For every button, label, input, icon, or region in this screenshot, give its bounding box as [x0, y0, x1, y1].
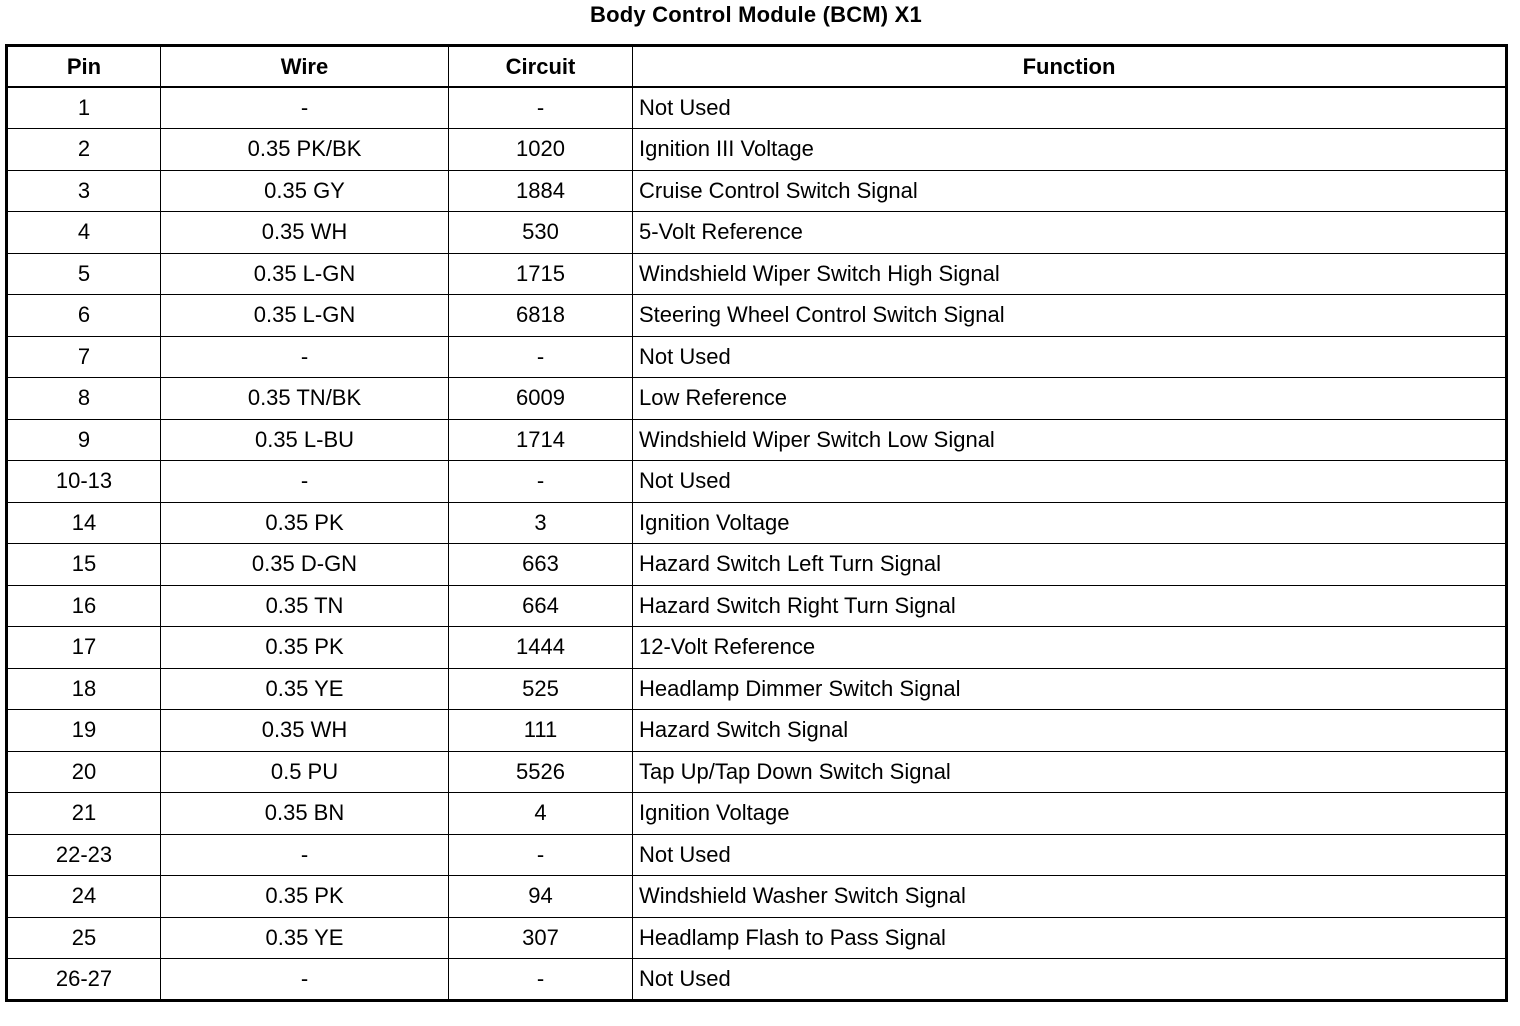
circuit-cell: 530: [449, 212, 633, 254]
function-cell: Hazard Switch Right Turn Signal: [633, 585, 1507, 627]
function-cell: Windshield Wiper Switch Low Signal: [633, 419, 1507, 461]
pin-cell: 26-27: [7, 959, 161, 1001]
wire-cell: 0.35 GY: [161, 170, 449, 212]
pin-cell: 21: [7, 793, 161, 835]
circuit-cell: 307: [449, 917, 633, 959]
document-title: Body Control Module (BCM) X1: [590, 2, 922, 27]
pin-cell: 20: [7, 751, 161, 793]
wire-cell: -: [161, 87, 449, 129]
column-header-circuit: Circuit: [449, 46, 633, 88]
function-cell: Not Used: [633, 336, 1507, 378]
wire-cell: 0.35 PK: [161, 627, 449, 669]
pin-cell: 5: [7, 253, 161, 295]
pin-cell: 10-13: [7, 461, 161, 503]
table-row: [7, 751, 1507, 793]
function-cell: Windshield Wiper Switch High Signal: [633, 253, 1507, 295]
pin-cell: 22-23: [7, 834, 161, 876]
circuit-cell: 664: [449, 585, 633, 627]
table-header: [7, 46, 1507, 88]
table-row: [7, 585, 1507, 627]
pin-cell: 16: [7, 585, 161, 627]
function-cell: 12-Volt Reference: [633, 627, 1507, 669]
pin-cell: 9: [7, 419, 161, 461]
table-row: [7, 834, 1507, 876]
wire-cell: 0.35 L-BU: [161, 419, 449, 461]
wire-cell: -: [161, 834, 449, 876]
wire-cell: 0.35 TN: [161, 585, 449, 627]
function-cell: Not Used: [633, 461, 1507, 503]
table-row: [7, 917, 1507, 959]
pin-cell: 14: [7, 502, 161, 544]
function-cell: Not Used: [633, 959, 1507, 1001]
circuit-cell: 94: [449, 876, 633, 918]
pin-cell: 8: [7, 378, 161, 420]
function-cell: Steering Wheel Control Switch Signal: [633, 295, 1507, 337]
function-cell: Windshield Washer Switch Signal: [633, 876, 1507, 918]
table-row: [7, 710, 1507, 752]
table-row: [7, 378, 1507, 420]
table-row: [7, 129, 1507, 171]
wire-cell: 0.35 WH: [161, 212, 449, 254]
wire-cell: 0.5 PU: [161, 751, 449, 793]
wire-cell: -: [161, 959, 449, 1001]
function-cell: Low Reference: [633, 378, 1507, 420]
pin-cell: 18: [7, 668, 161, 710]
wire-cell: 0.35 TN/BK: [161, 378, 449, 420]
circuit-cell: 1020: [449, 129, 633, 171]
pin-cell: 3: [7, 170, 161, 212]
circuit-cell: 525: [449, 668, 633, 710]
wire-cell: -: [161, 461, 449, 503]
pin-cell: 2: [7, 129, 161, 171]
wire-cell: 0.35 PK: [161, 876, 449, 918]
circuit-cell: 3: [449, 502, 633, 544]
pin-cell: 7: [7, 336, 161, 378]
column-header-function: Function: [633, 46, 1507, 88]
pin-cell: 19: [7, 710, 161, 752]
wire-cell: 0.35 L-GN: [161, 253, 449, 295]
wire-cell: -: [161, 336, 449, 378]
wire-cell: 0.35 PK: [161, 502, 449, 544]
pin-cell: 4: [7, 212, 161, 254]
function-cell: Hazard Switch Signal: [633, 710, 1507, 752]
header-row: [7, 46, 1507, 88]
function-cell: Not Used: [633, 87, 1507, 129]
wire-cell: 0.35 YE: [161, 668, 449, 710]
column-header-wire: Wire: [161, 46, 449, 88]
table-row: [7, 87, 1507, 129]
table-row: [7, 668, 1507, 710]
function-cell: Not Used: [633, 834, 1507, 876]
table-row: [7, 253, 1507, 295]
function-cell: Headlamp Dimmer Switch Signal: [633, 668, 1507, 710]
circuit-cell: 1884: [449, 170, 633, 212]
wire-cell: 0.35 L-GN: [161, 295, 449, 337]
pin-cell: 6: [7, 295, 161, 337]
circuit-cell: 4: [449, 793, 633, 835]
circuit-cell: 111: [449, 710, 633, 752]
wire-cell: 0.35 PK/BK: [161, 129, 449, 171]
table-row: [7, 212, 1507, 254]
circuit-cell: -: [449, 461, 633, 503]
pin-cell: 17: [7, 627, 161, 669]
table-row: [7, 419, 1507, 461]
table-row: [7, 876, 1507, 918]
circuit-cell: 1714: [449, 419, 633, 461]
circuit-cell: 5526: [449, 751, 633, 793]
function-cell: Headlamp Flash to Pass Signal: [633, 917, 1507, 959]
circuit-cell: 1444: [449, 627, 633, 669]
function-cell: Tap Up/Tap Down Switch Signal: [633, 751, 1507, 793]
circuit-cell: 663: [449, 544, 633, 586]
table-row: [7, 627, 1507, 669]
table-row: [7, 959, 1507, 1001]
function-cell: Ignition III Voltage: [633, 129, 1507, 171]
circuit-cell: -: [449, 87, 633, 129]
pin-cell: 15: [7, 544, 161, 586]
table-row: [7, 502, 1507, 544]
pin-cell: 24: [7, 876, 161, 918]
wire-cell: 0.35 BN: [161, 793, 449, 835]
function-cell: Cruise Control Switch Signal: [633, 170, 1507, 212]
function-cell: 5-Volt Reference: [633, 212, 1507, 254]
table-row: [7, 793, 1507, 835]
circuit-cell: -: [449, 959, 633, 1001]
circuit-cell: -: [449, 834, 633, 876]
pin-cell: 1: [7, 87, 161, 129]
function-cell: Hazard Switch Left Turn Signal: [633, 544, 1507, 586]
column-header-pin: Pin: [7, 46, 161, 88]
circuit-cell: 6009: [449, 378, 633, 420]
wire-cell: 0.35 YE: [161, 917, 449, 959]
connector-pinout-table: [5, 44, 1508, 1002]
pin-cell: 25: [7, 917, 161, 959]
table-row: [7, 544, 1507, 586]
circuit-cell: -: [449, 336, 633, 378]
function-cell: Ignition Voltage: [633, 502, 1507, 544]
table-row: [7, 295, 1507, 337]
wire-cell: 0.35 D-GN: [161, 544, 449, 586]
table-row: [7, 170, 1507, 212]
circuit-cell: 6818: [449, 295, 633, 337]
table-row: [7, 336, 1507, 378]
table-row: [7, 461, 1507, 503]
circuit-cell: 1715: [449, 253, 633, 295]
table-body: [7, 87, 1507, 1000]
wire-cell: 0.35 WH: [161, 710, 449, 752]
function-cell: Ignition Voltage: [633, 793, 1507, 835]
